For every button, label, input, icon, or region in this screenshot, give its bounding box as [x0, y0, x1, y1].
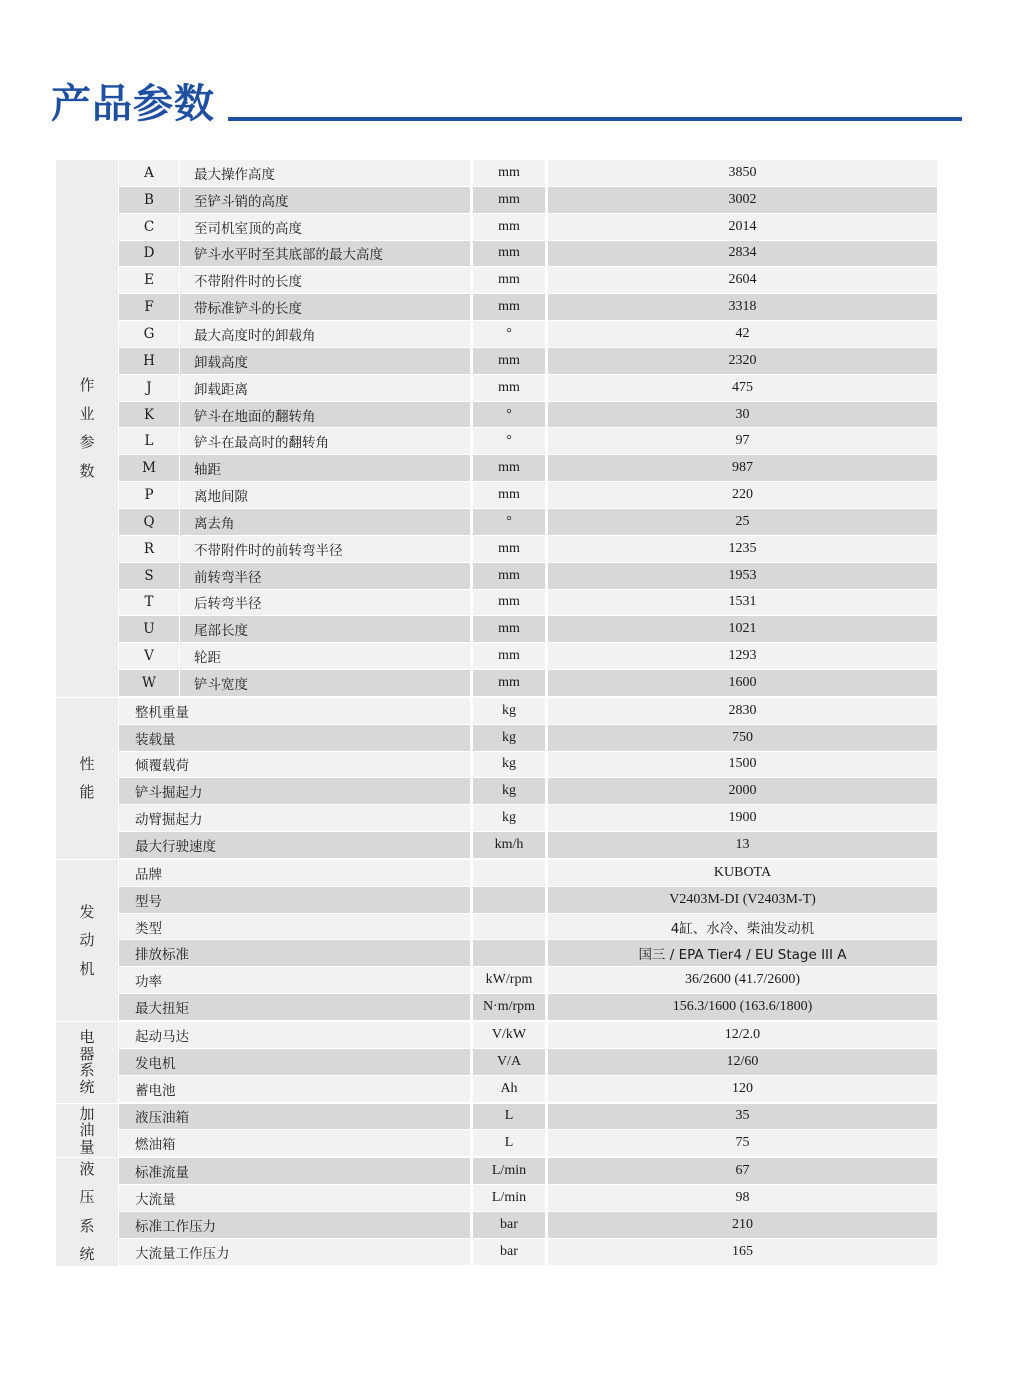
spec-group	[56, 698, 934, 860]
parameter-unit: L/min	[473, 1158, 545, 1184]
dimension-code: M	[119, 455, 179, 481]
parameter-value: 12/2.0	[548, 1022, 937, 1048]
parameter-name: 铲斗掘起力	[119, 778, 470, 804]
parameter-unit: mm	[473, 616, 545, 642]
parameter-value: 1235	[548, 536, 937, 562]
parameter-value: 220	[548, 482, 937, 508]
parameter-value: 1500	[548, 752, 937, 778]
spec-group	[56, 1158, 934, 1266]
parameter-name: 排放标准	[119, 940, 470, 966]
parameter-name: 前转弯半径	[180, 563, 470, 589]
parameter-value: 13	[548, 832, 937, 858]
dimension-code: P	[119, 482, 179, 508]
parameter-value: 12/60	[548, 1049, 937, 1075]
parameter-value: 3850	[548, 160, 937, 186]
parameter-value: 2014	[548, 214, 937, 240]
dimension-code: W	[119, 670, 179, 696]
parameter-unit: mm	[473, 375, 545, 401]
parameter-value: 97	[548, 428, 937, 454]
parameter-name: 装载量	[119, 725, 470, 751]
parameter-name: 功率	[119, 967, 470, 993]
parameter-unit: kg	[473, 805, 545, 831]
table-row	[118, 321, 937, 348]
table-row	[118, 187, 937, 214]
group-label-char: 能	[79, 783, 95, 802]
group-label	[56, 160, 118, 697]
parameter-unit: mm	[473, 643, 545, 669]
table-row	[118, 670, 937, 697]
parameter-name: 最大扭矩	[119, 994, 470, 1020]
parameter-value: 120	[548, 1076, 937, 1102]
parameter-name: 带标准铲斗的长度	[180, 294, 470, 320]
table-row	[118, 1049, 937, 1076]
parameter-unit: °	[473, 428, 545, 454]
dimension-code: F	[119, 294, 179, 320]
group-label-char: 统	[79, 1077, 95, 1096]
table-row	[118, 214, 937, 241]
spec-group	[56, 1022, 934, 1104]
parameter-value: 2604	[548, 267, 937, 293]
parameter-name: 燃油箱	[119, 1130, 470, 1156]
parameter-name: 铲斗宽度	[180, 670, 470, 696]
table-row	[118, 1022, 937, 1049]
parameter-name: 离地间隙	[180, 482, 470, 508]
parameter-name: 大流量	[119, 1185, 470, 1211]
parameter-value: 67	[548, 1158, 937, 1184]
dimension-code: A	[119, 160, 179, 186]
parameter-unit	[473, 940, 545, 966]
table-row	[118, 1212, 937, 1239]
parameter-name: 轮距	[180, 643, 470, 669]
parameter-unit: mm	[473, 563, 545, 589]
table-row	[118, 805, 937, 832]
dimension-code: L	[119, 428, 179, 454]
group-label	[56, 698, 118, 859]
parameter-value: 210	[548, 1212, 937, 1238]
table-row	[118, 940, 937, 967]
table-row	[118, 536, 937, 563]
group-label-char: 统	[79, 1245, 95, 1264]
parameter-unit: °	[473, 402, 545, 428]
parameter-unit: kg	[473, 698, 545, 724]
table-row	[118, 616, 937, 643]
spec-group	[56, 160, 934, 698]
group-label-char: 作	[79, 376, 95, 395]
table-row	[118, 402, 937, 429]
group-label-char: 业	[79, 404, 95, 423]
group-label-char: 压	[79, 1188, 95, 1207]
parameter-unit: mm	[473, 455, 545, 481]
table-row	[118, 887, 937, 914]
parameter-name: 蓄电池	[119, 1076, 470, 1102]
table-row	[118, 914, 937, 941]
table-row	[118, 590, 937, 617]
table-row	[118, 1076, 937, 1103]
group-label-char: 数	[79, 461, 95, 480]
parameter-unit: kg	[473, 752, 545, 778]
table-row	[118, 752, 937, 779]
table-row	[118, 563, 937, 590]
parameter-name: 标准流量	[119, 1158, 470, 1184]
group-label-char: 加	[79, 1104, 95, 1123]
parameter-unit: L	[473, 1104, 545, 1130]
parameter-name: 铲斗在最高时的翻转角	[180, 428, 470, 454]
group-label-char: 系	[79, 1216, 95, 1235]
table-row	[118, 832, 937, 859]
table-row	[118, 375, 937, 402]
dimension-code: S	[119, 563, 179, 589]
dimension-code: B	[119, 187, 179, 213]
dimension-code: U	[119, 616, 179, 642]
table-row	[118, 967, 937, 994]
parameter-value: 475	[548, 375, 937, 401]
spec-group	[56, 1104, 934, 1159]
spec-group	[56, 860, 934, 1022]
parameter-value: 1531	[548, 590, 937, 616]
parameter-value: 156.3/1600 (163.6/1800)	[548, 994, 937, 1020]
parameter-name: 卸载距离	[180, 375, 470, 401]
parameter-unit: km/h	[473, 832, 545, 858]
parameter-value: 1021	[548, 616, 937, 642]
parameter-value: 42	[548, 321, 937, 347]
parameter-value: 3002	[548, 187, 937, 213]
parameter-name: 至铲斗销的高度	[180, 187, 470, 213]
table-row	[118, 643, 937, 670]
parameter-value: 1600	[548, 670, 937, 696]
table-row	[118, 455, 937, 482]
dimension-code: T	[119, 590, 179, 616]
parameter-value: 98	[548, 1185, 937, 1211]
parameter-value: V2403M-DI (V2403M-T)	[548, 887, 937, 913]
parameter-name: 铲斗水平时至其底部的最大高度	[180, 241, 470, 267]
parameter-value: 25	[548, 509, 937, 535]
group-label-char: 动	[79, 931, 95, 950]
table-row	[118, 778, 937, 805]
parameter-name: 发电机	[119, 1049, 470, 1075]
parameter-unit: kg	[473, 778, 545, 804]
parameter-name: 不带附件时的前转弯半径	[180, 536, 470, 562]
dimension-code: K	[119, 402, 179, 428]
parameter-value: KUBOTA	[548, 860, 937, 886]
parameter-unit: mm	[473, 294, 545, 320]
parameter-value: 35	[548, 1104, 937, 1130]
parameter-unit: mm	[473, 160, 545, 186]
parameter-value: 3318	[548, 294, 937, 320]
table-row	[118, 241, 937, 268]
parameter-name: 离去角	[180, 509, 470, 535]
parameter-value: 750	[548, 725, 937, 751]
parameter-unit: mm	[473, 214, 545, 240]
parameter-name: 不带附件时的长度	[180, 267, 470, 293]
table-row	[118, 725, 937, 752]
parameter-name: 品牌	[119, 860, 470, 886]
parameter-unit	[473, 887, 545, 913]
parameter-value: 4缸、水冷、柴油发动机	[548, 914, 937, 940]
parameter-value: 2830	[548, 698, 937, 724]
group-label-char: 机	[79, 959, 95, 978]
group-label-char: 量	[79, 1137, 95, 1156]
parameter-value: 36/2600 (41.7/2600)	[548, 967, 937, 993]
table-row	[118, 860, 937, 887]
spec-table	[56, 160, 934, 1267]
table-row	[118, 509, 937, 536]
table-row	[118, 428, 937, 455]
group-label-char: 发	[79, 902, 95, 921]
parameter-unit	[473, 914, 545, 940]
parameter-name: 最大行驶速度	[119, 832, 470, 858]
parameter-value: 2320	[548, 348, 937, 374]
group-label	[56, 1158, 118, 1265]
parameter-unit: mm	[473, 536, 545, 562]
parameter-unit: L/min	[473, 1185, 545, 1211]
table-row	[118, 348, 937, 375]
parameter-unit: mm	[473, 482, 545, 508]
parameter-unit: V/kW	[473, 1022, 545, 1048]
parameter-name: 尾部长度	[180, 616, 470, 642]
table-row	[118, 267, 937, 294]
parameter-name: 类型	[119, 914, 470, 940]
group-label-char: 油	[79, 1121, 95, 1140]
table-row	[118, 294, 937, 321]
dimension-code: J	[119, 375, 179, 401]
parameter-value: 1900	[548, 805, 937, 831]
parameter-value: 987	[548, 455, 937, 481]
parameter-unit: Ah	[473, 1076, 545, 1102]
title-underline	[228, 117, 962, 121]
parameter-name: 至司机室顶的高度	[180, 214, 470, 240]
group-label-char: 液	[79, 1159, 95, 1178]
table-row	[118, 482, 937, 509]
parameter-value: 2000	[548, 778, 937, 804]
parameter-unit: bar	[473, 1212, 545, 1238]
parameter-name: 铲斗在地面的翻转角	[180, 402, 470, 428]
parameter-unit: mm	[473, 241, 545, 267]
parameter-name: 最大高度时的卸载角	[180, 321, 470, 347]
parameter-value: 75	[548, 1130, 937, 1156]
dimension-code: E	[119, 267, 179, 293]
table-row	[118, 1130, 937, 1157]
parameter-unit: mm	[473, 187, 545, 213]
parameter-name: 最大操作高度	[180, 160, 470, 186]
table-row	[118, 698, 937, 725]
parameter-name: 液压油箱	[119, 1104, 470, 1130]
parameter-name: 卸载高度	[180, 348, 470, 374]
parameter-name: 倾覆载荷	[119, 752, 470, 778]
parameter-unit: bar	[473, 1239, 545, 1265]
table-row	[118, 1185, 937, 1212]
parameter-unit: °	[473, 509, 545, 535]
parameter-unit: °	[473, 321, 545, 347]
table-row	[118, 160, 937, 187]
group-label-char: 性	[79, 754, 95, 773]
parameter-value: 30	[548, 402, 937, 428]
parameter-unit: mm	[473, 267, 545, 293]
parameter-value: 1953	[548, 563, 937, 589]
group-label-char: 系	[79, 1061, 95, 1080]
parameter-unit: L	[473, 1130, 545, 1156]
dimension-code: C	[119, 214, 179, 240]
parameter-name: 起动马达	[119, 1022, 470, 1048]
parameter-unit: V/A	[473, 1049, 545, 1075]
table-row	[118, 994, 937, 1021]
group-label-char: 参	[79, 433, 95, 452]
parameter-unit: mm	[473, 348, 545, 374]
dimension-code: R	[119, 536, 179, 562]
table-row	[118, 1239, 937, 1266]
parameter-value: 1293	[548, 643, 937, 669]
parameter-name: 后转弯半径	[180, 590, 470, 616]
table-row	[118, 1158, 937, 1185]
dimension-code: H	[119, 348, 179, 374]
group-label	[56, 1022, 118, 1103]
page-title: 产品参数	[51, 81, 215, 127]
parameter-value: 2834	[548, 241, 937, 267]
parameter-value: 国三 / EPA Tier4 / EU Stage III A	[548, 940, 937, 966]
group-label-char: 电	[79, 1028, 95, 1047]
dimension-code: G	[119, 321, 179, 347]
parameter-name: 动臂掘起力	[119, 805, 470, 831]
dimension-code: D	[119, 241, 179, 267]
dimension-code: V	[119, 643, 179, 669]
parameter-unit: N·m/rpm	[473, 994, 545, 1020]
group-label	[56, 860, 118, 1021]
parameter-unit: kg	[473, 725, 545, 751]
parameter-name: 型号	[119, 887, 470, 913]
parameter-name: 轴距	[180, 455, 470, 481]
parameter-unit	[473, 860, 545, 886]
dimension-code: Q	[119, 509, 179, 535]
parameter-name: 整机重量	[119, 698, 470, 724]
parameter-name: 大流量工作压力	[119, 1239, 470, 1265]
parameter-value: 165	[548, 1239, 937, 1265]
group-label	[56, 1104, 118, 1158]
parameter-name: 标准工作压力	[119, 1212, 470, 1238]
table-row	[118, 1104, 937, 1131]
parameter-unit: kW/rpm	[473, 967, 545, 993]
parameter-unit: mm	[473, 590, 545, 616]
parameter-unit: mm	[473, 670, 545, 696]
group-label-char: 器	[79, 1044, 95, 1063]
